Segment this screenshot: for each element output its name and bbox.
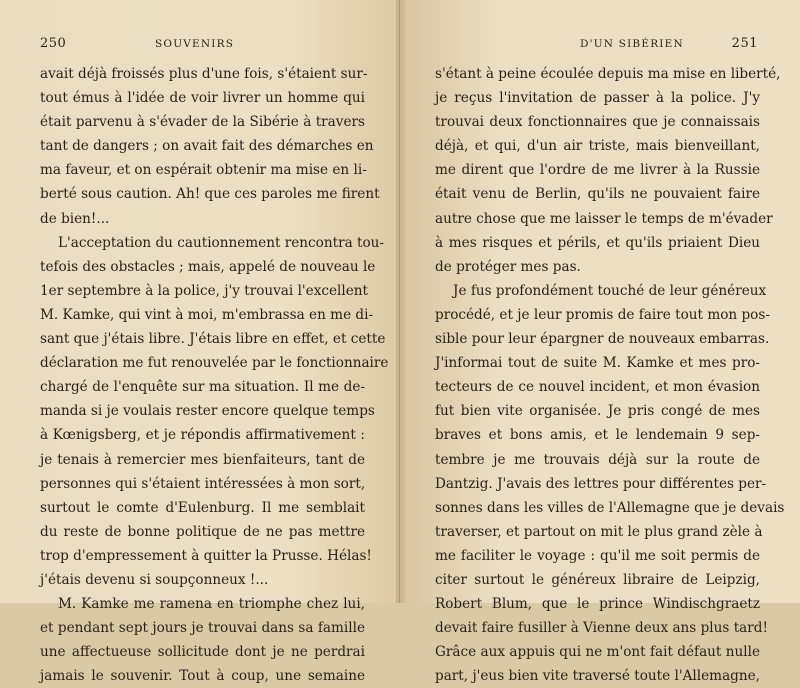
text-line: part, j'eus bien vite traversé toute l'Allemagne,: [435, 668, 760, 685]
text-line: déjà, et qui, d'un air triste, mais bienveillant,: [435, 138, 760, 155]
text-line: était parvenu à s'évader de la Sibérie à travers: [40, 114, 365, 131]
text-line: surtout le comte d'Eulenburg. Il me semblait: [40, 499, 365, 516]
text-line: procédé, et je leur promis de faire tout mon pos-: [435, 306, 770, 323]
text-line: personnes qui s'étaient intéressées à mon sort,: [40, 475, 366, 492]
text-line: M. Kamke, qui vint à moi, m'embrassa en me di-: [40, 306, 374, 323]
text-line: devait faire fusiller à Vienne deux ans plus tard!: [435, 620, 768, 637]
text-line: je tenais à remercier mes bienfaiteurs, tant de: [40, 451, 365, 468]
text-line: chargé de l'enquête sur ma situation. Il me de-: [40, 379, 365, 396]
text-line: était venu de Berlin, qu'ils ne pouvaient faire: [435, 186, 760, 203]
text-line: trop d'empressement à quitter la Prusse. Hélas!: [40, 547, 372, 564]
text-line: à mes risques et périls, et qu'ils priaient Dieu: [435, 234, 760, 251]
left-page: [0, 0, 400, 685]
text-line: 1er septembre à la police, j'y trouvai l'excellent: [40, 282, 368, 299]
text-line: M. Kamke me ramena en triomphe chez lui,: [58, 596, 365, 613]
text-line: je reçus l'invitation de passer à la police. J'y: [435, 90, 760, 107]
text-line: braves et bons amis, et le lendemain 9 sep-: [435, 427, 760, 444]
right-page-header: [430, 38, 770, 54]
text-line: jamais le souvenir. Tout à coup, une semaine: [40, 668, 365, 685]
text-line: sant que j'étais libre. J'étais libre en effet, et cette: [40, 331, 386, 348]
text-line: j'étais devenu si soupçonneux !...: [40, 571, 269, 588]
text-line: Je fus profondément touché de leur généreux: [453, 282, 767, 299]
left-page-body: [40, 62, 389, 688]
right-page-number: 251: [731, 36, 758, 51]
text-line: sible pour leur épargner de nouveaux embarras.: [435, 331, 770, 348]
text-line: me dirent que l'ordre de me livrer à la Russie: [435, 162, 760, 179]
text-line: tout émus à l'idée de voir livrer un homme qui: [40, 90, 365, 107]
text-line: de protéger mes pas.: [435, 258, 581, 275]
text-line: avait déjà froissés plus d'une fois, s'étaient sur-: [40, 66, 368, 82]
text-line: à Kœnigsberg, et je répondis affirmativement :: [40, 427, 365, 444]
text-line: J'informai tout de suite M. Kamke et mes pro-: [435, 355, 760, 372]
text-line: Grâce aux appuis qui ne m'ont fait défaut nulle: [435, 644, 760, 661]
text-line: une affectueuse sollicitude dont je ne perdrai: [40, 644, 365, 661]
text-line: berté sous caution. Ah! que ces paroles me firent: [40, 186, 380, 203]
text-line: sonnes dans les villes de l'Allemagne que je devais: [435, 499, 785, 516]
text-line: citer surtout le généreux libraire de Leipzig,: [435, 571, 760, 588]
left-running-head: SOUVENIRS: [155, 38, 235, 50]
right-page: [400, 0, 800, 685]
text-line: s'étant à peine écoulée depuis ma mise en liberté,: [435, 66, 781, 82]
text-line: tecteurs de ce nouvel incident, et mon évasion: [435, 379, 760, 396]
text-line: trouvai deux fonctionnaires que je connaissais: [435, 114, 760, 131]
text-line: déclaration me fut renouvelée par le fonctionnaire: [40, 355, 389, 372]
text-line: du reste de bonne politique de ne pas mettre: [40, 523, 365, 540]
right-page-body: [435, 62, 785, 688]
text-line: de bien!...: [40, 210, 110, 227]
left-page-number: 250: [40, 36, 67, 51]
text-line: L'acceptation du cautionnement rencontra tou-: [58, 234, 384, 251]
text-line: autre chose que me laisser le temps de m'évader: [435, 210, 773, 227]
text-line: manda si je voulais rester encore quelque temps: [40, 403, 375, 420]
text-line: Robert Blum, que le prince Windischgraetz: [435, 596, 760, 613]
text-line: Dantzig. J'avais des lettres pour différentes per-: [435, 475, 767, 492]
text-line: ma faveur, et on espérait obtenir ma mise en li-: [40, 162, 367, 179]
text-line: tefois des obstacles ; mais, appelé de nouveau le: [40, 258, 376, 275]
left-page-header: [30, 38, 369, 54]
text-line: tembre je me trouvais déjà sur la route de: [435, 451, 760, 468]
text-line: fut bien vite organisée. Je pris congé de mes: [435, 403, 760, 420]
text-line: me faciliter le voyage : qu'il me soit permis de: [435, 547, 760, 564]
text-line: et pendant sept jours je trouvai dans sa famille: [40, 620, 365, 637]
text-line: tant de dangers ; on avait fait des démarches en: [40, 138, 374, 155]
right-running-head: D'UN SIBÉRIEN: [580, 38, 684, 50]
text-line: traverser, et partout on mit le plus grand zèle à: [435, 523, 763, 540]
